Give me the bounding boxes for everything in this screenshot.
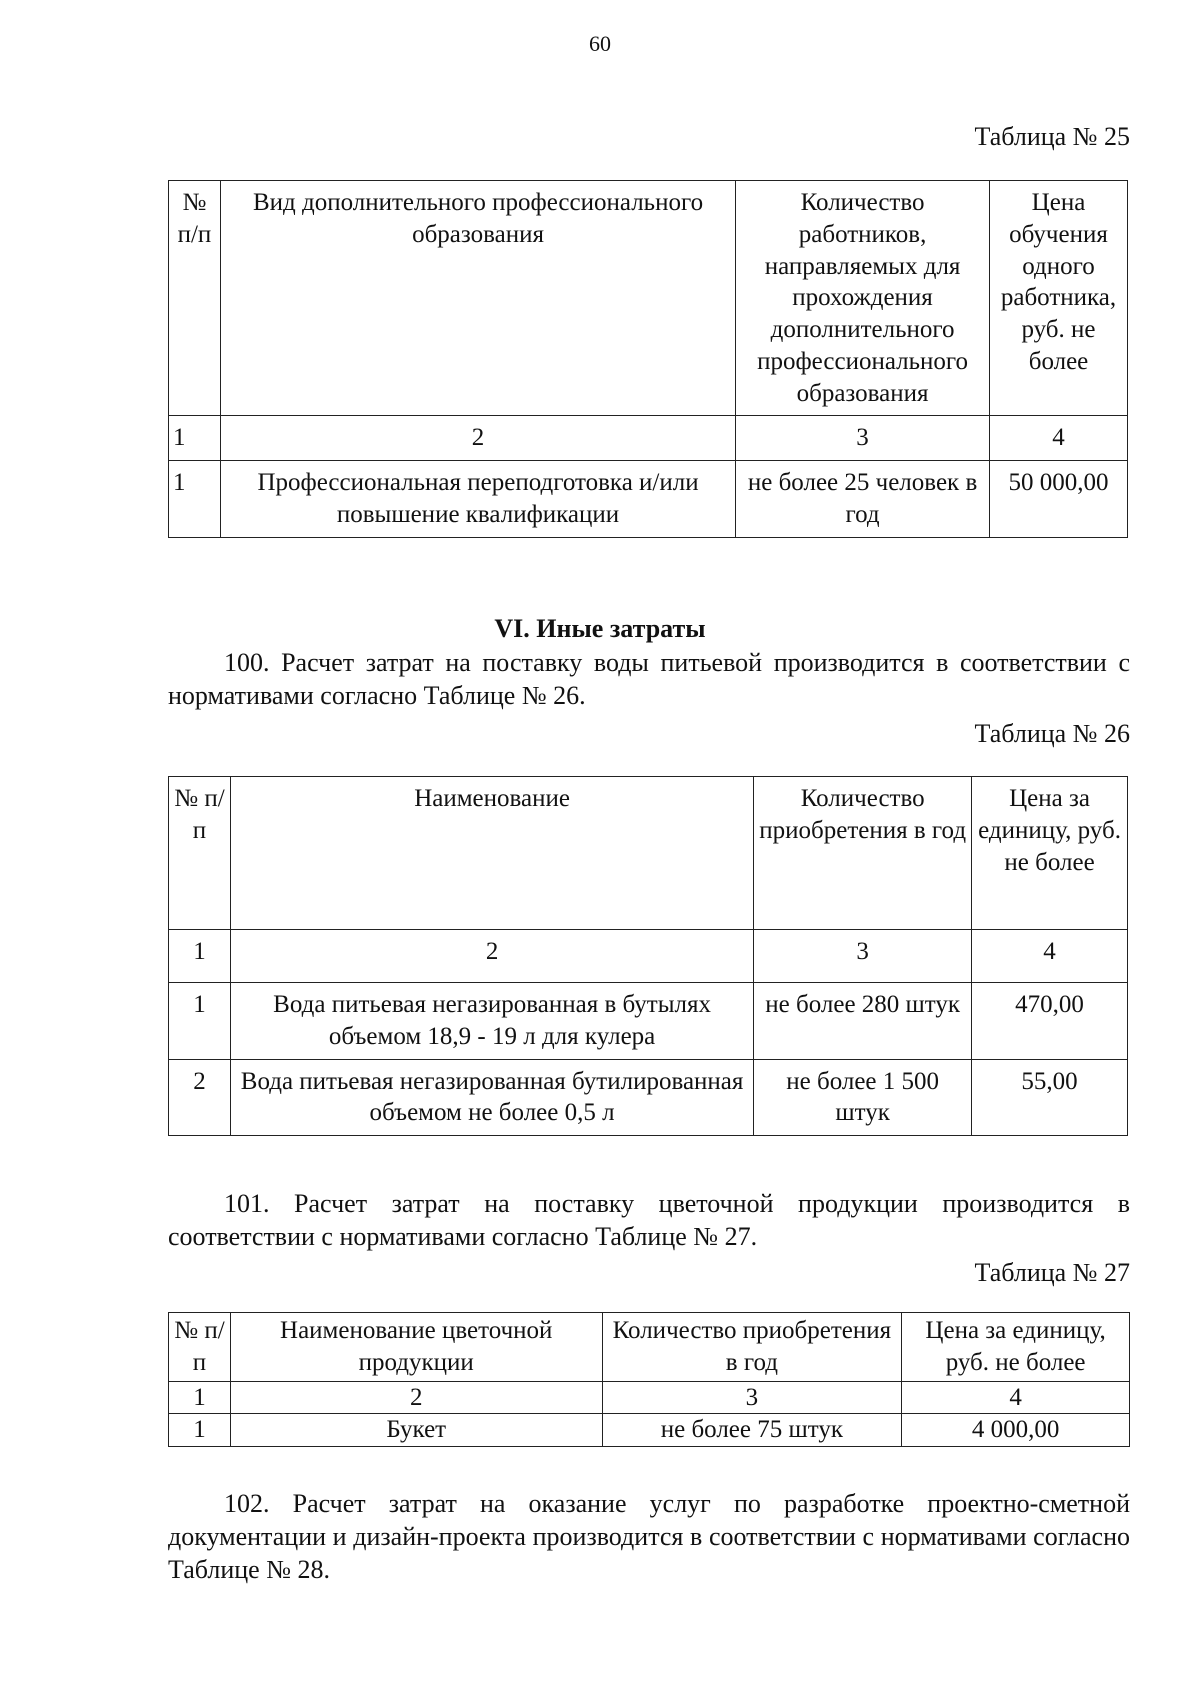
table-header-row	[169, 777, 1128, 930]
table-row	[169, 1414, 1130, 1447]
cell: Вода питьевая негазированная бутилированная объемом не более 0,5 л	[230, 1059, 753, 1136]
header-cell: № п/п	[169, 777, 231, 930]
table-row	[169, 983, 1128, 1060]
column-number-cell: 2	[220, 416, 735, 461]
cell: 4 000,00	[902, 1414, 1130, 1447]
column-number-row	[169, 1381, 1130, 1414]
table-26	[168, 776, 1128, 1136]
page-number: 60	[589, 31, 611, 56]
cell: Букет	[230, 1414, 602, 1447]
cell: не более 75 штук	[602, 1414, 902, 1447]
cell: 470,00	[972, 983, 1128, 1060]
cell: не более 25 человек в год	[736, 461, 990, 538]
header-cell: Вид дополнительного профессионального образования	[220, 181, 735, 416]
column-number-cell: 4	[902, 1381, 1130, 1414]
column-number-cell: 2	[230, 1381, 602, 1414]
cell: 1	[169, 1414, 231, 1447]
header-cell: Количество работников, направляемых для прохождения дополнительного профессионального образования	[736, 181, 990, 416]
column-number-cell: 3	[754, 930, 972, 983]
header-cell: № п/п	[169, 1313, 231, 1382]
cell: не более 1 500 штук	[754, 1059, 972, 1136]
cell: 1	[169, 461, 221, 538]
column-number-cell: 3	[736, 416, 990, 461]
cell: Вода питьевая негазированная в бутылях объемом 18,9 - 19 л для кулера	[230, 983, 753, 1060]
table-27	[168, 1312, 1130, 1447]
cell: 2	[169, 1059, 231, 1136]
paragraph-101: 101. Расчет затрат на поставку цветочной продукции производится в соответствии с нормативами согласно Таблице № 27.	[168, 1189, 1130, 1252]
header-cell: Цена за единицу, руб. не более	[972, 777, 1128, 930]
table-row	[169, 461, 1128, 538]
cell: 55,00	[972, 1059, 1128, 1136]
cell: не более 280 штук	[754, 983, 972, 1060]
column-number-cell: 4	[990, 416, 1128, 461]
column-number-cell: 4	[972, 930, 1128, 983]
section-heading: VI. Иные затраты	[494, 614, 706, 643]
cell: 1	[169, 983, 231, 1060]
paragraph-100: 100. Расчет затрат на поставку воды питьевой производится в соответствии с нормативами согласно Таблице № 26.	[168, 648, 1130, 711]
column-number-row	[169, 416, 1128, 461]
column-number-row	[169, 930, 1128, 983]
header-cell: Цена за единицу, руб. не более	[902, 1313, 1130, 1382]
column-number-cell: 1	[169, 1381, 231, 1414]
column-number-cell: 1	[169, 416, 221, 461]
table-26-caption: Таблица № 26	[974, 719, 1130, 748]
table-25	[168, 180, 1128, 538]
table-27-caption: Таблица № 27	[974, 1258, 1130, 1287]
column-number-cell: 2	[230, 930, 753, 983]
header-cell: Наименование цветочной продукции	[230, 1313, 602, 1382]
header-cell: Количество приобретения в год	[754, 777, 972, 930]
table-header-row	[169, 1313, 1130, 1382]
cell: Профессиональная переподготовка и/или повышение квалификации	[220, 461, 735, 538]
header-cell: Наименование	[230, 777, 753, 930]
column-number-cell: 3	[602, 1381, 902, 1414]
table-row	[169, 1059, 1128, 1136]
header-cell: Цена обучения одного работника, руб. не более	[990, 181, 1128, 416]
table-25-caption: Таблица № 25	[974, 122, 1130, 151]
paragraph-102: 102. Расчет затрат на оказание услуг по разработке проектно-сметной документации и дизайн-проекта производится в соответствии с нормативами согласно Таблице № 28.	[168, 1489, 1130, 1585]
cell: 50 000,00	[990, 461, 1128, 538]
table-header-row	[169, 181, 1128, 416]
column-number-cell: 1	[169, 930, 231, 983]
header-cell: № п/п	[169, 181, 221, 416]
header-cell: Количество приобретения в год	[602, 1313, 902, 1382]
